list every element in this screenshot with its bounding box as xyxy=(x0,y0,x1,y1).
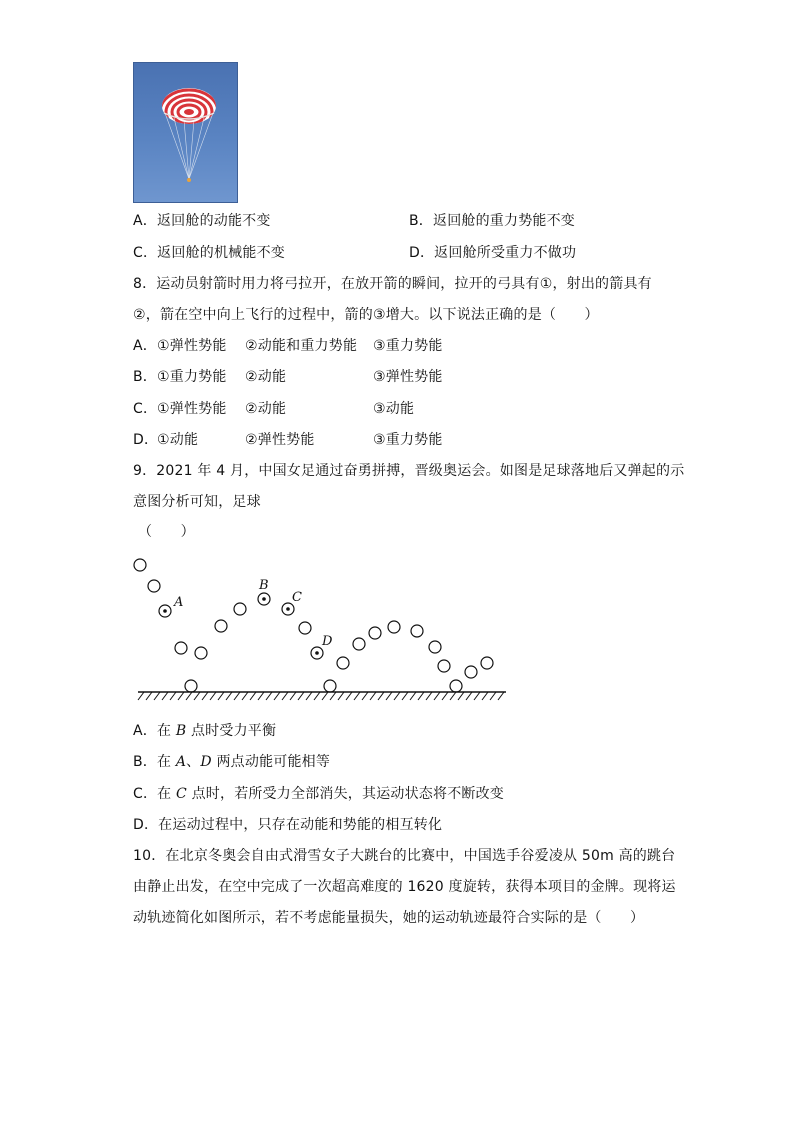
q9-stem-line-2: 意图分析可知，足球 xyxy=(133,494,261,510)
q9-option-d: D．在运动过程中，只存在动能和势能的相互转化 xyxy=(133,817,443,833)
q9-answer-bracket: （ ） xyxy=(138,524,195,540)
q8-option-b-c1: ①重力势能 xyxy=(157,369,227,385)
ball-positions xyxy=(134,559,493,692)
q8-option-a-c1: ①弹性势能 xyxy=(157,338,227,354)
parachute-capsule-image xyxy=(133,62,238,203)
q9-option-a: A．在 B 点时受力平衡 xyxy=(133,723,277,739)
q8-option-b-c3: ③弹性势能 xyxy=(373,369,443,385)
q9-stem-line-1: 9．2021 年 4 月，中国女足通过奋勇拼搏，晋级奥运会。如图是足球落地后又弹起的示 xyxy=(133,463,685,479)
q7-option-b: B．返回舱的重力势能不变 xyxy=(409,213,576,229)
q10-stem-line-2: 由静止出发，在空中完成了一次超高难度的 1620 度旋转，获得本项目的金牌。现将运 xyxy=(133,879,676,895)
q8-option-c-label: C． xyxy=(133,401,158,417)
q8-option-b-label: B． xyxy=(133,369,158,385)
q8-option-a-c2: ②动能和重力势能 xyxy=(245,338,358,354)
q7-option-c: C．返回舱的机械能不变 xyxy=(133,245,285,261)
q8-option-c-c1: ①弹性势能 xyxy=(157,401,227,417)
point-label-a: A xyxy=(174,595,184,610)
q9-option-c: C．在 C 点时，若所受力全部消失，其运动状态将不断改变 xyxy=(133,786,505,802)
q8-stem-line-1: 8．运动员射箭时用力将弓拉开，在放开箭的瞬间，拉开的弓具有①，射出的箭具有 xyxy=(133,276,652,292)
q8-option-a-label: A． xyxy=(133,338,157,354)
q8-option-b-c2: ②动能 xyxy=(245,369,287,385)
q8-option-d-c3: ③重力势能 xyxy=(373,432,443,448)
q8-stem-line-2: ②，箭在空中向上飞行的过程中，箭的③增大。以下说法正确的是（ ） xyxy=(133,307,599,323)
q10-stem-line-3: 动轨迹简化如图所示，若不考虑能量损失，她的运动轨迹最符合实际的是（ ） xyxy=(133,910,645,926)
point-label-c: C xyxy=(292,590,302,605)
q7-option-a: A．返回舱的动能不变 xyxy=(133,213,271,229)
point-label-b: B xyxy=(259,578,269,593)
q8-option-c-c3: ③动能 xyxy=(373,401,415,417)
q8-option-d-label: D． xyxy=(133,432,159,448)
parachute-icon xyxy=(134,63,237,202)
ground-hatching xyxy=(138,692,504,700)
q10-stem-line-1: 10．在北京冬奥会自由式滑雪女子大跳台的比赛中，中国选手谷爱凌从 50m 高的跳台 xyxy=(133,848,676,864)
q8-option-a-c3: ③重力势能 xyxy=(373,338,443,354)
q7-option-d: D．返回舱所受重力不做功 xyxy=(409,245,577,261)
q9-option-b: B．在 A、D 两点动能可能相等 xyxy=(133,754,331,770)
q8-option-d-c2: ②弹性势能 xyxy=(245,432,315,448)
point-label-d: D xyxy=(322,634,333,649)
bouncing-ball-figure xyxy=(130,555,510,705)
q8-option-c-c2: ②动能 xyxy=(245,401,287,417)
q8-option-d-c1: ①动能 xyxy=(157,432,199,448)
